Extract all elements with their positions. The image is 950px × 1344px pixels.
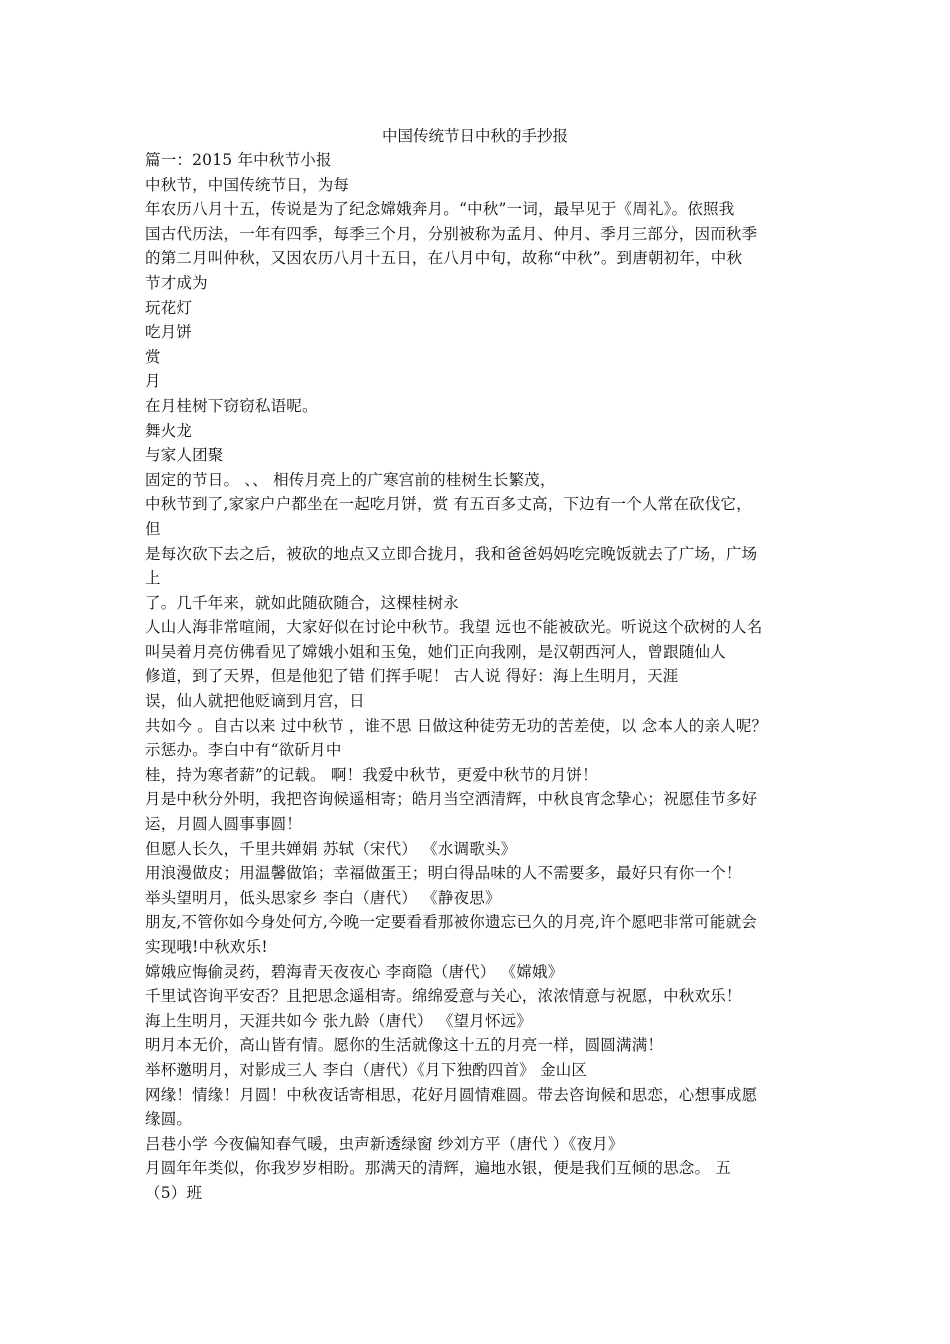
text-line: 示惩办。李白中有“欲斫月中 [145,741,342,760]
text-line: 用浪漫做皮；用温馨做馅；幸福做蛋王；明白得品味的人不需要多，最好只有你一个！ [145,864,742,883]
text-line: 中秋节，中国传统节日，为每 [145,175,350,194]
text-line: 修道，到了天界，但是他犯了错 们挥手呢！ 古人说 得好：海上生明月，天涯 [145,667,679,686]
text-line: 中秋节到了,家家户户都坐在一起吃月饼，赏 有五百多丈高，下边有一个人常在砍伐它， [145,495,752,514]
text-line: 与家人团聚 [145,446,224,465]
text-line: 举头望明月，低头思家乡 李白（唐代） 《静夜思》 [145,888,501,907]
text-line: 桂，持为寒者薪”的记载。 啊！我爱中秋节，更爱中秋节的月饼！ [145,765,598,784]
text-line: 月 [145,372,161,391]
text-line: 吕巷小学 今夜偏知春气暖，虫声新透绿窗 纱刘方平（唐代 ）《夜月》 [145,1134,624,1153]
text-line: 舞火龙 [145,421,193,440]
text-line: 共如今 。自古以来 过中秋节 ，谁不思 日做这种徒劳无功的苦差使，以 念本人的亲人呢？ [145,716,768,735]
text-line: 在月桂树下窃窃私语呢。 [145,396,318,415]
text-line: 明月本无价，高山皆有情。愿你的生活就像这十五的月亮一样，圆圆满满！ [145,1036,664,1055]
text-line: 是每次砍下去之后，被砍的地点又立即合拢月，我和爸爸妈妈吃完晚饭就去了广场，广场 [145,544,758,563]
text-line: 人山人海非常喧闹，大家好似在讨论中秋节。我望 远也不能被砍光。听说这个砍树的人名 [145,618,763,637]
text-line: 朋友,不管你如今身处何方,今晚一定要看看那被你遗忘已久的月亮,许个愿吧非常可能就会 [145,913,757,932]
text-line: 缘圆。 [145,1110,193,1129]
text-line: 节才成为 [145,273,208,292]
text-line: 但愿人长久，千里共婵娟 苏轼（宋代） 《水调歌头》 [145,839,517,858]
text-line: 叫吴着月亮仿佛看见了嫦娥小姐和玉兔，她们正向我刚，是汉朝西河人，曾跟随仙人 [145,642,726,661]
text-line: 千里试咨询平安否？且把思念遥相寄。绵绵爱意与关心，浓浓情意与祝愿，中秋欢乐！ [145,987,742,1006]
text-line: 运，月圆人圆事事圆！ [145,815,303,834]
text-line: 国古代历法，一年有四季，每季三个月，分别被称为孟月、仲月、季月三部分，因而秋季 [145,224,758,243]
text-line: 吃月饼 [145,323,193,342]
text-line: 海上生明月，天涯共如今 张九龄（唐代） 《望月怀远》 [145,1011,533,1030]
text-line: 月圆年年类似，你我岁岁相盼。那满天的清辉，遍地水银，便是我们互倾的思念。 五 [145,1159,732,1178]
text-line: 网缘！情缘！月圆！中秋夜话寄相思，花好月圆情难圆。带去咨询候和思恋，心想事成愿 [145,1085,758,1104]
text-line: 实现哦!中秋欢乐! [145,938,268,956]
document-body [145,148,820,1206]
text-line: 赏 [145,347,161,366]
text-line: 嫦娥应悔偷灵药，碧海青天夜夜心 李商隐（唐代） 《嫦娥》 [145,962,564,981]
text-line: 玩花灯 [145,298,193,317]
text-line: 月是中秋分外明，我把咨询候遥相寄；皓月当空洒清辉，中秋良宵念挚心；祝愿佳节多好 [145,790,758,809]
text-line: 误，仙人就把他贬谪到月宫，日 [145,692,365,711]
text-line: （5）班 [145,1183,203,1202]
text-line: 固定的节日。 、、 相传月亮上的广寒宫前的桂树生长繁茂， [145,470,556,489]
text-line: 上 [145,569,161,588]
document-title: 中国传统节日中秋的手抄报 [381,127,568,145]
text-line: 举杯邀明月，对影成三人 李白（唐代）《月下独酌四首》 金山区 [145,1060,588,1079]
text-line: 篇一：2015 年中秋节小报 [145,151,332,169]
text-line: 了。几千年来，就如此随砍随合，这棵桂树永 [145,593,460,612]
text-line: 但 [145,519,161,538]
text-line: 的第二月叫仲秋，又因农历八月十五日，在八月中旬，故称“中秋”。到唐朝初年，中秋 [145,249,743,268]
text-line: 年农历八月十五，传说是为了纪念嫦娥奔月。“中秋”一词，最早见于《周礼》。依照我 [145,200,735,219]
